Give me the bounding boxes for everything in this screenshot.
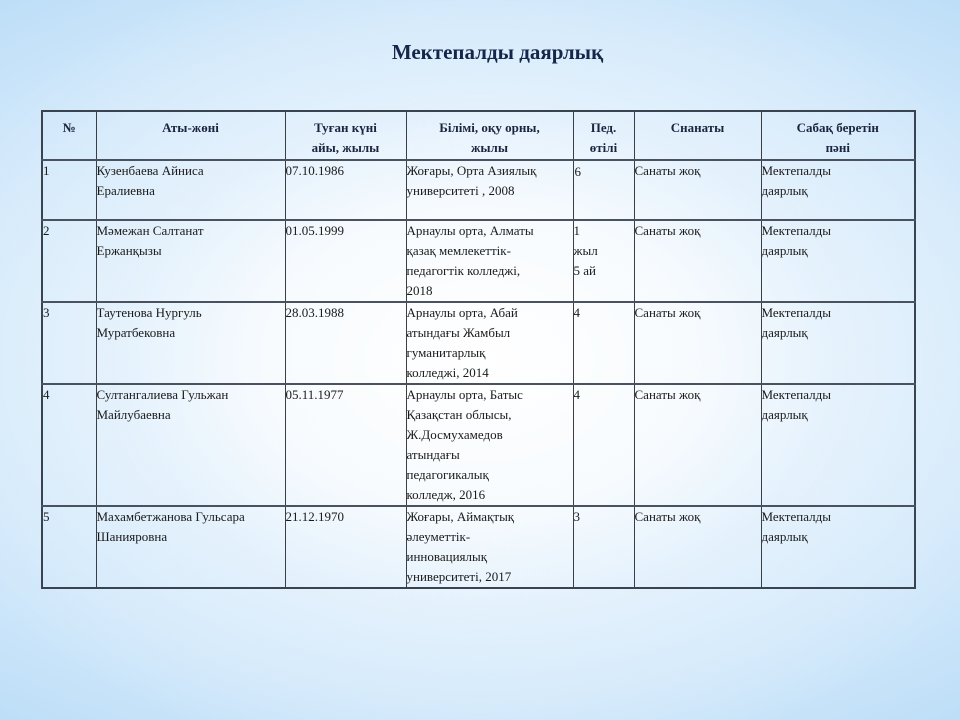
cell-full-name: Мәмежан Салтанат Ержанқызы [96, 220, 285, 302]
cell-number: 4 [42, 384, 96, 506]
cell-category: Санаты жоқ [634, 220, 761, 302]
cell-education: Жоғары, Аймақтық әлеуметтік- инновациялық университеті, 2017 [406, 506, 573, 588]
cell-full-name: Кузенбаева Айниса Ералиевна [96, 160, 285, 220]
cell-number: 1 [42, 160, 96, 220]
cell-full-name: Таутенова Нургуль Муратбековна [96, 302, 285, 384]
cell-number: 3 [42, 302, 96, 384]
cell-category: Санаты жоқ [634, 506, 761, 588]
header-education: Білімі, оқу орны, жылы [406, 111, 573, 160]
cell-subject: Мектепалды даярлық [761, 220, 915, 302]
cell-ped-experience: 3 [573, 506, 634, 588]
cell-ped-experience: 4 [573, 384, 634, 506]
cell-education: Арнаулы орта, Алматы қазақ мемлекеттік- педагогтік колледжі, 2018 [406, 220, 573, 302]
cell-subject: Мектепалды даярлық [761, 160, 915, 220]
header-full-name: Аты-жөні [96, 111, 285, 160]
cell-subject: Мектепалды даярлық [761, 384, 915, 506]
cell-category: Санаты жоқ [634, 384, 761, 506]
table-row [42, 506, 915, 588]
cell-birth-date: 21.12.1970 [285, 506, 406, 588]
cell-birth-date: 05.11.1977 [285, 384, 406, 506]
cell-category: Санаты жоқ [634, 160, 761, 220]
header-birth-date: Туған күні айы, жылы [285, 111, 406, 160]
table-row [42, 160, 915, 220]
header-row [42, 111, 915, 160]
cell-number: 2 [42, 220, 96, 302]
cell-birth-date: 28.03.1988 [285, 302, 406, 384]
table-row [42, 384, 915, 506]
cell-subject: Мектепалды даярлық [761, 302, 915, 384]
cell-education: Арнаулы орта, Абай атындағы Жамбыл гуманитарлық колледжі, 2014 [406, 302, 573, 384]
cell-education: Арнаулы орта, Батыс Қазақстан облысы, Ж.Досмухамедов атындағы педагогикалық колледж, 2016 [406, 384, 573, 506]
slide-title: Мектепалды даярлық [391, 40, 604, 64]
header-subject: Сабақ беретін пәні [761, 111, 915, 160]
cell-ped-experience: 4 [573, 302, 634, 384]
cell-birth-date: 01.05.1999 [285, 220, 406, 302]
cell-education: Жоғары, Орта Азиялық университеті , 2008 [406, 160, 573, 220]
cell-birth-date: 07.10.1986 [285, 160, 406, 220]
cell-full-name: Махамбетжанова Гульсара Шанияровна [96, 506, 285, 588]
staff-table [41, 110, 916, 589]
cell-ped-experience: 6 [573, 160, 634, 220]
header-ped-experience: Пед. өтілі [573, 111, 634, 160]
cell-ped-experience: 1 жыл 5 ай [573, 220, 634, 302]
table-row [42, 302, 915, 384]
table-row [42, 220, 915, 302]
cell-subject: Мектепалды даярлық [761, 506, 915, 588]
cell-number: 5 [42, 506, 96, 588]
cell-category: Санаты жоқ [634, 302, 761, 384]
cell-full-name: Султангалиева Гульжан Майлубаевна [96, 384, 285, 506]
header-category: Снанаты [634, 111, 761, 160]
header-number: № [42, 111, 96, 160]
